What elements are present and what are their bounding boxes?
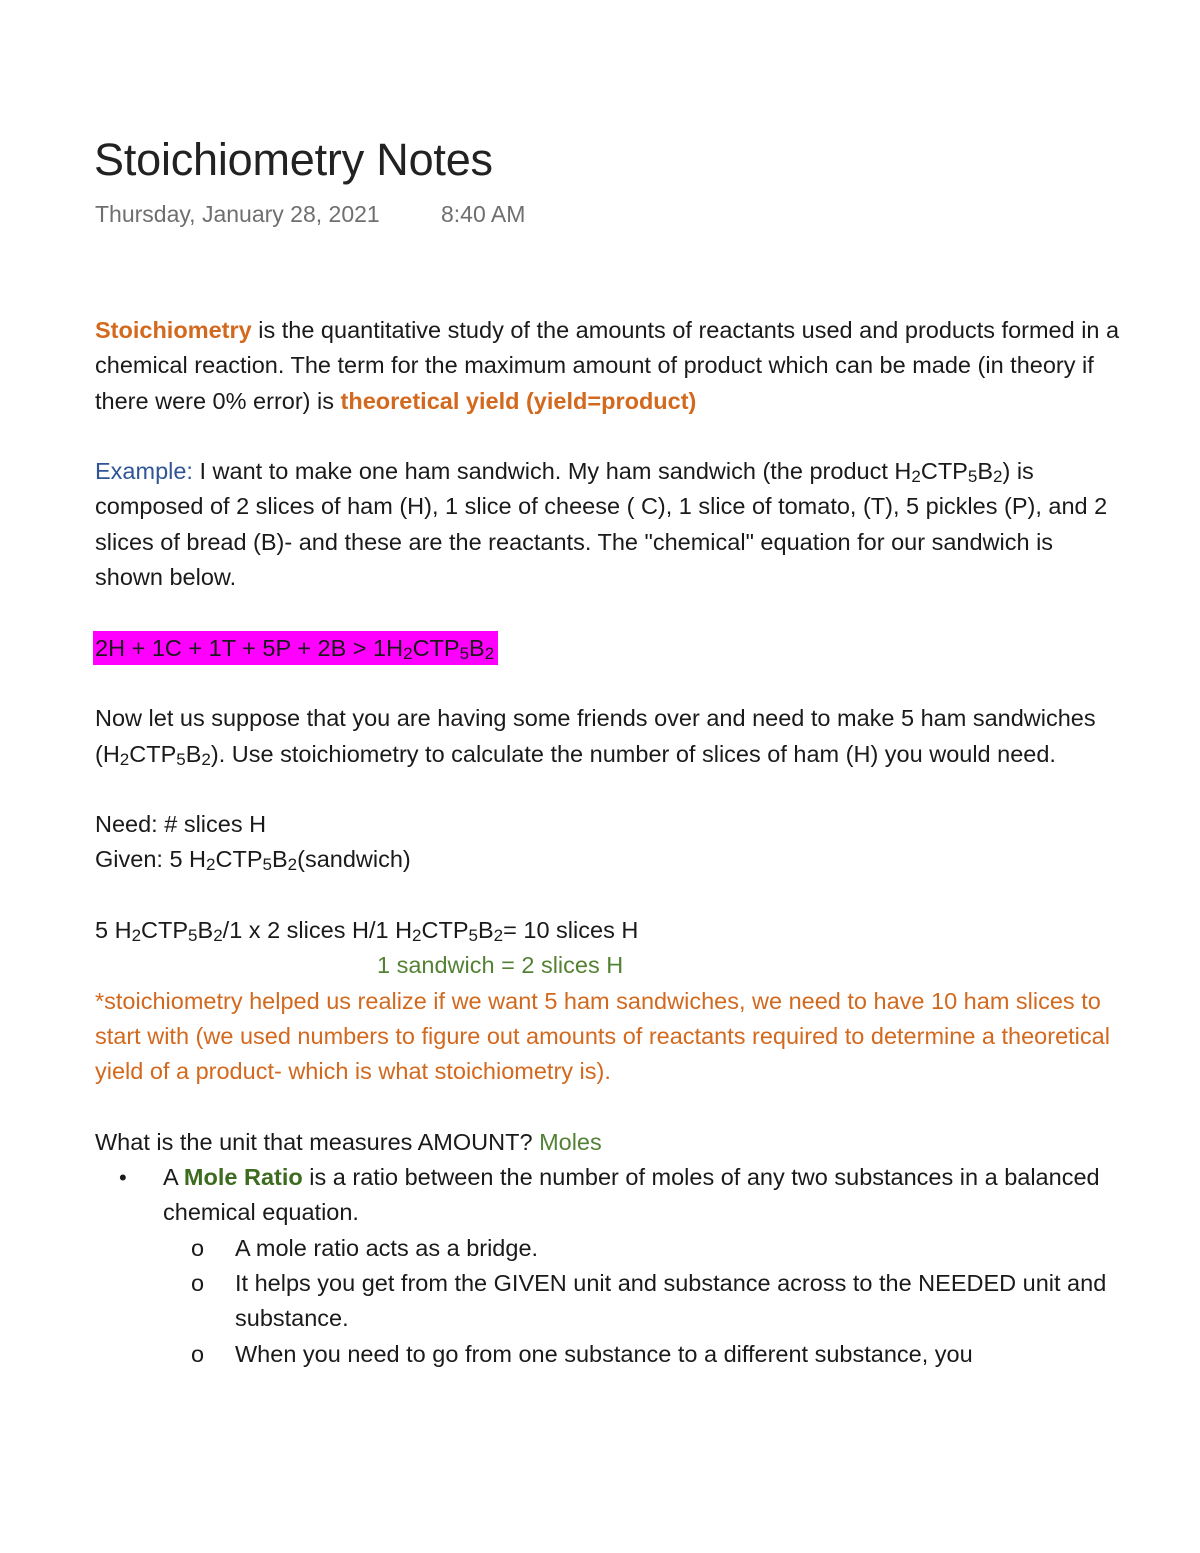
need-line: Need: # slices H xyxy=(95,811,267,838)
formula-sub: 2 xyxy=(287,855,298,875)
formula-sub: 2 xyxy=(911,467,921,487)
intro-text: is the quantitative study of the amounts of reactants used and products formed in a chemical reaction. The term for the maximum amount of product which can be made (in theory if there were 0% error) is xyxy=(95,317,1120,414)
calc-part-b: /1 x 2 slices H/1 H xyxy=(222,917,413,944)
note-date: Thursday, January 28, 2021 xyxy=(95,201,380,227)
scenario-text-b: ). Use stoichiometry to calculate the number of slices of ham (H) you would need. xyxy=(210,740,1056,767)
list-item xyxy=(95,1160,1125,1372)
formula-part: CTP xyxy=(215,846,263,873)
sub-list-item-text: It helps you get from the GIVEN unit and substance across to the NEEDED unit and substance. xyxy=(235,1270,1107,1332)
circle-bullet-icon: o xyxy=(191,1234,205,1261)
formula-sub: 5 xyxy=(459,643,470,663)
list-item-text: A xyxy=(163,1164,184,1191)
list-item-text: is a ratio between the number of moles of any two substances in a balanced chemical equation. xyxy=(163,1164,1100,1226)
formula-part: CTP xyxy=(412,634,460,661)
highlighted-equation xyxy=(93,631,498,665)
formula-sub: 2 xyxy=(206,855,216,875)
ratio-note: 1 sandwich = 2 slices H xyxy=(377,952,624,979)
given-line xyxy=(95,842,1125,877)
unit-answer: Moles xyxy=(539,1128,602,1155)
sub-list-item xyxy=(95,1266,1125,1337)
example-label: Example: xyxy=(95,458,193,485)
formula-part: B xyxy=(271,846,288,873)
given-text-a: Given: 5 H xyxy=(95,846,207,873)
formula-sub: 5 xyxy=(188,926,198,946)
sub-list-item xyxy=(95,1337,1125,1372)
formula-part: CTP xyxy=(421,917,469,944)
sub-list-item xyxy=(95,1231,1125,1266)
formula-part: CTP xyxy=(920,458,968,485)
formula-sub: 5 xyxy=(176,749,186,769)
formula-sub: 5 xyxy=(468,926,478,946)
term-stoichiometry: Stoichiometry xyxy=(95,317,252,343)
scenario-text-a: Now let us suppose that you are having some friends over and need to make 5 ham sandwiches (H xyxy=(95,705,1096,767)
formula-sub: 2 xyxy=(119,749,130,769)
sub-list-item-text: A mole ratio acts as a bridge. xyxy=(235,1234,539,1261)
term-mole-ratio: Mole Ratio xyxy=(183,1164,303,1191)
bullet-icon: • xyxy=(119,1165,127,1191)
formula-sub: 2 xyxy=(131,926,142,946)
formula-part: B xyxy=(469,634,485,661)
page-title: Stoichiometry Notes xyxy=(94,134,493,185)
formula-part: CTP xyxy=(129,740,177,767)
scenario-paragraph xyxy=(95,701,1125,772)
unit-question xyxy=(95,1125,1125,1160)
given-text-b: (sandwich) xyxy=(297,846,411,873)
example-text-a: I want to make one ham sandwich. My ham sandwich (the product H xyxy=(192,458,912,485)
calc-part-a: 5 H xyxy=(95,917,132,944)
formula-sub: 2 xyxy=(412,926,422,946)
formula-sub: 2 xyxy=(484,643,495,663)
formula-sub: 2 xyxy=(201,749,211,769)
term-theoretical-yield: theoretical yield (yield=product) xyxy=(340,387,697,414)
circle-bullet-icon: o xyxy=(191,1340,205,1367)
calculation-line xyxy=(95,913,1125,948)
formula-part: B xyxy=(185,740,202,767)
unit-question-text: What is the unit that measures AMOUNT? xyxy=(95,1128,540,1155)
intro-paragraph xyxy=(95,313,1125,419)
formula-sub: 2 xyxy=(493,926,504,946)
circle-bullet-icon: o xyxy=(191,1270,205,1297)
sub-list xyxy=(163,1231,1125,1372)
note-time: 8:40 AM xyxy=(441,201,526,227)
sub-list-item-text: When you need to go from one substance to a different substance, you xyxy=(235,1340,973,1367)
formula-sub: 2 xyxy=(213,926,223,946)
calc-part-c: = 10 slices H xyxy=(503,917,639,944)
example-text-b: is composed of 2 slices of ham (H), 1 slice of cheese ( C), 1 slice of tomato, (T), 5 pickles (P), and 2 slices of bread (B)- and these are the reactants. The "chemical" equation for our sandwich is shown below. xyxy=(95,458,1108,591)
conclusion-note: *stoichiometry helped us realize if we want 5 ham sandwiches, we need to have 10 ham slices to start with (we used numbers to figure out amounts of reactants required to determine a theoretical yield of a product- which is what stoichiometry is). xyxy=(95,987,1110,1085)
equation-text: 2H + 1C + 1T + 5P + 2B > 1H xyxy=(95,634,404,661)
equation-line xyxy=(95,631,1125,666)
formula-part: B xyxy=(197,917,214,944)
formula-part: B xyxy=(977,458,993,485)
formula-part: B xyxy=(477,917,494,944)
note-body xyxy=(95,313,1125,1372)
formula-sub: 5 xyxy=(262,855,272,875)
formula-sub: 5 xyxy=(967,467,978,487)
example-paragraph: Example: I want to make one ham sandwich. My ham sandwich (the product $H_2CTP_5B_2$) is composed of 2 slices of ham (H), 1 slice of cheese ( C), 1 slice of tomato, (T), 5 pickles (P), and 2 slices of bread (B)- and these are the reactants. The "chemical" equation for our sandwich is shown below. xyxy=(95,458,1108,591)
formula-sub: 2 xyxy=(403,643,413,663)
formula-sub: 2 xyxy=(993,467,1003,487)
note-datetime xyxy=(95,199,526,229)
mole-ratio-list xyxy=(95,1160,1125,1372)
formula-part: CTP xyxy=(141,917,189,944)
